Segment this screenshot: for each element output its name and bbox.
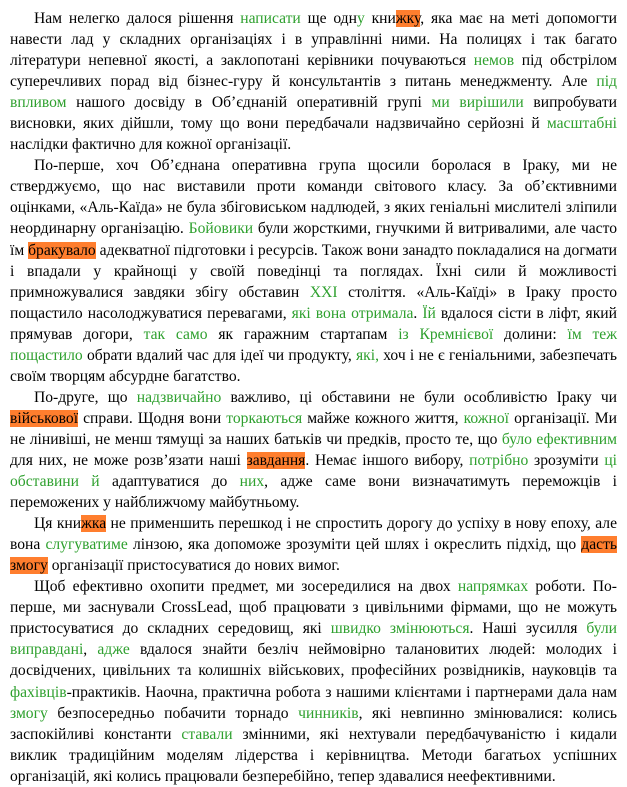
green-highlight-text: були виправдані	[10, 620, 617, 659]
text-run: По-друге, що	[34, 388, 137, 406]
green-highlight-text: надзвичайно	[136, 388, 222, 406]
text-run: вдалося сісти в ліфт, який прямував догори,	[10, 304, 617, 343]
text-run: важливо, ці обставини не були особливістю Іраку чи	[221, 388, 618, 406]
paragraph	[10, 8, 617, 155]
green-highlight-text: ставали	[181, 725, 233, 743]
text-run: , яка має на меті допомогти навести лад у складних організаціях і в управлінні ними. На полицях і так багато літератури непевної якості, а заклопотані керівники почуваються	[10, 10, 618, 70]
green-highlight-text: їм теж пощастило	[10, 325, 617, 364]
text-run: вдалося знайти безліч неймовірно талановитих людей: молодих і досвідчених, цивільних та колишніх військових, професійних розвідників, науковців та	[10, 641, 617, 680]
green-highlight-text: немов	[473, 52, 515, 70]
green-highlight-text: масштабні	[546, 115, 617, 133]
text-run: наслідки фактично для кожної організації.	[10, 136, 292, 154]
text-run: не применшить перешкод і не спростить дорогу до успіху в нову епоху, але вона	[10, 515, 617, 554]
text-run: Щоб ефективно охопити предмет, ми зосередилися на двох	[34, 578, 458, 596]
text-run: Нам нелегко далося рішення	[34, 10, 241, 27]
green-highlight-text: які вона отримала	[291, 304, 414, 322]
green-highlight-text: які,	[355, 346, 379, 364]
text-run: обрати вдалий час для ідеї чи продукту,	[82, 346, 356, 364]
text-run: кни	[364, 10, 396, 27]
green-highlight-text: слугуватиме	[45, 536, 128, 554]
text-run: .	[413, 304, 423, 322]
text-run: адекватної підготовки і ресурсів. Також вони занадто покладалися на догмати і впадали у крайнощі у своїй поведінці та поглядах. Їхні сили й можливості примножувалися завдяки збігу обставин	[10, 241, 617, 301]
green-highlight-text: ми вирішили	[431, 94, 524, 112]
text-run: були жорсткими, гнучкими й витривалими, але часто їм	[10, 220, 617, 259]
text-run: По-перше, хоч Об’єднана оперативна група щосили боролася в Іраку, ми не стверджуємо, що нас виставили проти команди світового класу. За об’єктивними оцінками, «Аль-Каїда» не була збіговиськом надлюдей, з яких геніальні мислителі зліпили неординарну організацію.	[10, 157, 617, 238]
paragraph	[10, 155, 617, 387]
green-highlight-text: адже	[97, 641, 130, 659]
text-run: справи. Щодня вони	[78, 409, 227, 427]
text-run: . Наші зусилля	[469, 620, 587, 638]
green-highlight-text: потрібно	[469, 451, 529, 469]
paragraph	[10, 576, 617, 786]
text-run: випробувати висновки, яких дійшли, тому що вони передбачали надзвичайно серйозні й	[10, 94, 617, 133]
text-run: лінзою, яка допоможе зрозуміти цей шлях і окреслить підхід, що	[127, 536, 582, 554]
text-run: ,	[83, 641, 98, 659]
green-highlight-text: чинників	[298, 704, 359, 722]
text-run: нашого досвіду в Об’єднаній оперативній групі	[66, 94, 432, 112]
green-highlight-text: у	[356, 10, 365, 27]
green-highlight-text: ці обставини й	[10, 451, 617, 491]
orange-highlight-text: жка	[81, 515, 107, 533]
green-highlight-text: змогу	[10, 704, 48, 722]
green-highlight-text: XXI	[309, 283, 338, 301]
text-run: , які невпинно змінювалися: колись заспокійливі константи	[10, 704, 617, 743]
text-run: безпосередньо побачити торнадо	[47, 704, 299, 722]
green-highlight-text: кожної	[463, 409, 510, 427]
text-run: адаптуватися до	[99, 473, 240, 491]
orange-highlight-text: бракувало	[28, 241, 96, 259]
text-run: долини:	[493, 325, 568, 343]
orange-highlight-text: жку	[395, 10, 421, 27]
green-highlight-text: напрямках	[457, 578, 529, 596]
green-highlight-text: Бойовики	[188, 220, 254, 238]
green-highlight-text: швидко змінюються	[330, 620, 470, 638]
orange-highlight-text: військової	[10, 409, 79, 427]
green-highlight-text: під впливом	[10, 73, 617, 112]
text-run: ще одн	[300, 10, 357, 27]
green-highlight-text: Їй	[422, 304, 436, 322]
text-run: зрозуміти	[528, 451, 605, 469]
text-run: . Немає іншого вибору,	[305, 451, 470, 469]
text-run: хоч і не є геніальними, забезпечать своїм творцям абсурдне багатство.	[10, 346, 617, 385]
paragraph	[10, 513, 617, 576]
orange-highlight-text: дасть змогу	[10, 536, 617, 575]
text-run: організації пристосуватися до нових вимог.	[47, 557, 340, 575]
text-run: під обстрілом суперечливих порад від бізнес-гуру й консультантів з питань менеджменту. Але	[10, 52, 617, 91]
green-highlight-text: було ефективним	[501, 430, 617, 448]
text-run: , адже саме вони визначатимуть переможців і переможених у найближчому майбутньому.	[10, 473, 617, 512]
text-run: організації. Ми не лінивіші, не менш тямущі за наших батьків чи предків, просто те, що	[10, 409, 617, 448]
text-run: роботи. По-перше, ми заснували CrossLead, щоб працювати з цивільними фірмами, що не можуть пристосуватися до складних середовищ, які	[10, 578, 617, 638]
green-highlight-text: торкаються	[226, 409, 303, 427]
text-run: майже кожного життя,	[302, 409, 464, 427]
orange-highlight-text: завдання	[246, 451, 306, 469]
text-run: століття. «Аль-Каїді» в Іраку просто пощастило насолоджуватися перевагами,	[10, 283, 617, 322]
text-run: змінними, які нехтували передбачуваністю і кидали виклик традиційним моделям лідерства і керівництва. Методи багатьох успішних організацій, які колись працювали безперебійно, тепер здавалися неефективними.	[10, 725, 617, 785]
green-highlight-text: написати	[240, 10, 301, 27]
text-run: для них, не може розв’язати наші	[10, 451, 247, 469]
green-highlight-text: них	[239, 473, 265, 491]
text-run: як гаражним стартапам	[207, 325, 399, 343]
text-run: Ця кни	[34, 515, 82, 533]
green-highlight-text: фахівців	[10, 683, 67, 701]
paragraph	[10, 387, 617, 513]
text-run: -практиків. Наочна, практична робота з нашими клієнтами і партнерами дала нам	[66, 683, 617, 701]
green-highlight-text: так само	[143, 325, 208, 343]
green-highlight-text: із Кремнієвої	[398, 325, 494, 343]
